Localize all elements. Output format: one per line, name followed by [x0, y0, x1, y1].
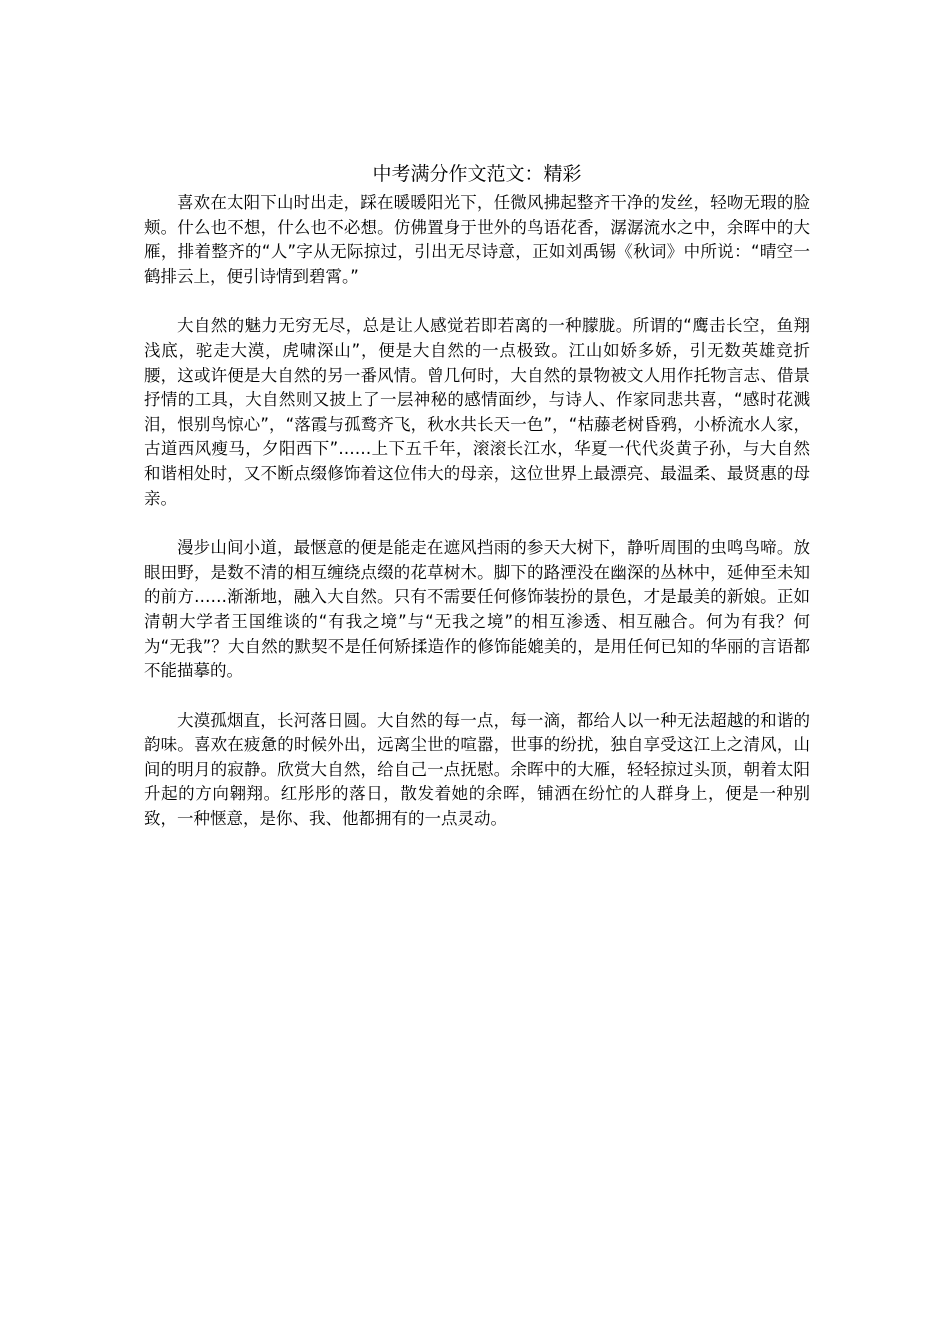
paragraph-2: 大自然的魅力无穷无尽，总是让人感觉若即若离的一种朦胧。所谓的“鹰击长空，鱼翔浅底，驼走大漠，虎啸深山”，便是大自然的一点极致。江山如娇多娇，引无数英雄竞折腰，这或许便是大自然的另一番风情。曾几何时，大自然的景物被文人用作托物言志、借景抒情的工具，大自然则又披上了一层神秘的感情面纱，与诗人、作家同悲共喜，“感时花溅泪，恨别鸟惊心”，“落霞与孤鹜齐飞，秋水共长天一色”，“枯藤老树昏鸦，小桥流水人家，古道西风瘦马，夕阳西下”……上下五千年，滚滚长江水，华夏一代代炎黄子孙，与大自然和谐相处时，又不断点缀修饰着这位伟大的母亲，这位世界上最漂亮、最温柔、最贤惠的母亲。 [144, 316, 810, 508]
paragraph-3: 漫步山间小道，最惬意的便是能走在遮风挡雨的参天大树下，静听周围的虫鸣鸟啼。放眼田野，是数不清的相互缠绕点缀的花草树木。脚下的路湮没在幽深的丛林中，延伸至未知的前方……渐渐地，融入大自然。只有不需要任何修饰装扮的景色，才是最美的新娘。正如清朝大学者王国维谈的“有我之境”与“无我之境”的相互渗透、相互融合。何为有我？何为“无我”？大自然的默契不是任何矫揉造作的修饰能媲美的，是用任何已知的华丽的言语都不能描摹的。 [144, 538, 810, 681]
document-title: 中考满分作文范文：精彩 [372, 163, 582, 185]
paragraph-4: 大漠孤烟直，长河落日圆。大自然的每一点，每一滴，都给人以一种无法超越的和谐的韵味。喜欢在疲惫的时候外出，远离尘世的喧嚣，世事的纷扰，独自享受这江上之清风，山间的明月的寂静。欣赏大自然，给自己一点抚慰。余晖中的大雁，轻轻掠过头顶，朝着太阳升起的方向翱翔。红彤彤的落日，散发着她的余晖，铺洒在纷忙的人群身上，便是一种别致，一种惬意，是你、我、他都拥有的一点灵动。 [144, 710, 810, 829]
document-page [144, 160, 810, 857]
paragraph-1: 喜欢在太阳下山时出走，踩在暖暖阳光下，任微风拂起整齐干净的发丝，轻吻无瑕的脸颊。什么也不想，什么也不必想。仿佛置身于世外的鸟语花香，潺潺流水之中，余晖中的大雁，排着整齐的“人”字从无际掠过，引出无尽诗意，正如刘禹锡《秋词》中所说：“晴空一鹤排云上，便引诗情到碧霄。” [144, 193, 810, 286]
